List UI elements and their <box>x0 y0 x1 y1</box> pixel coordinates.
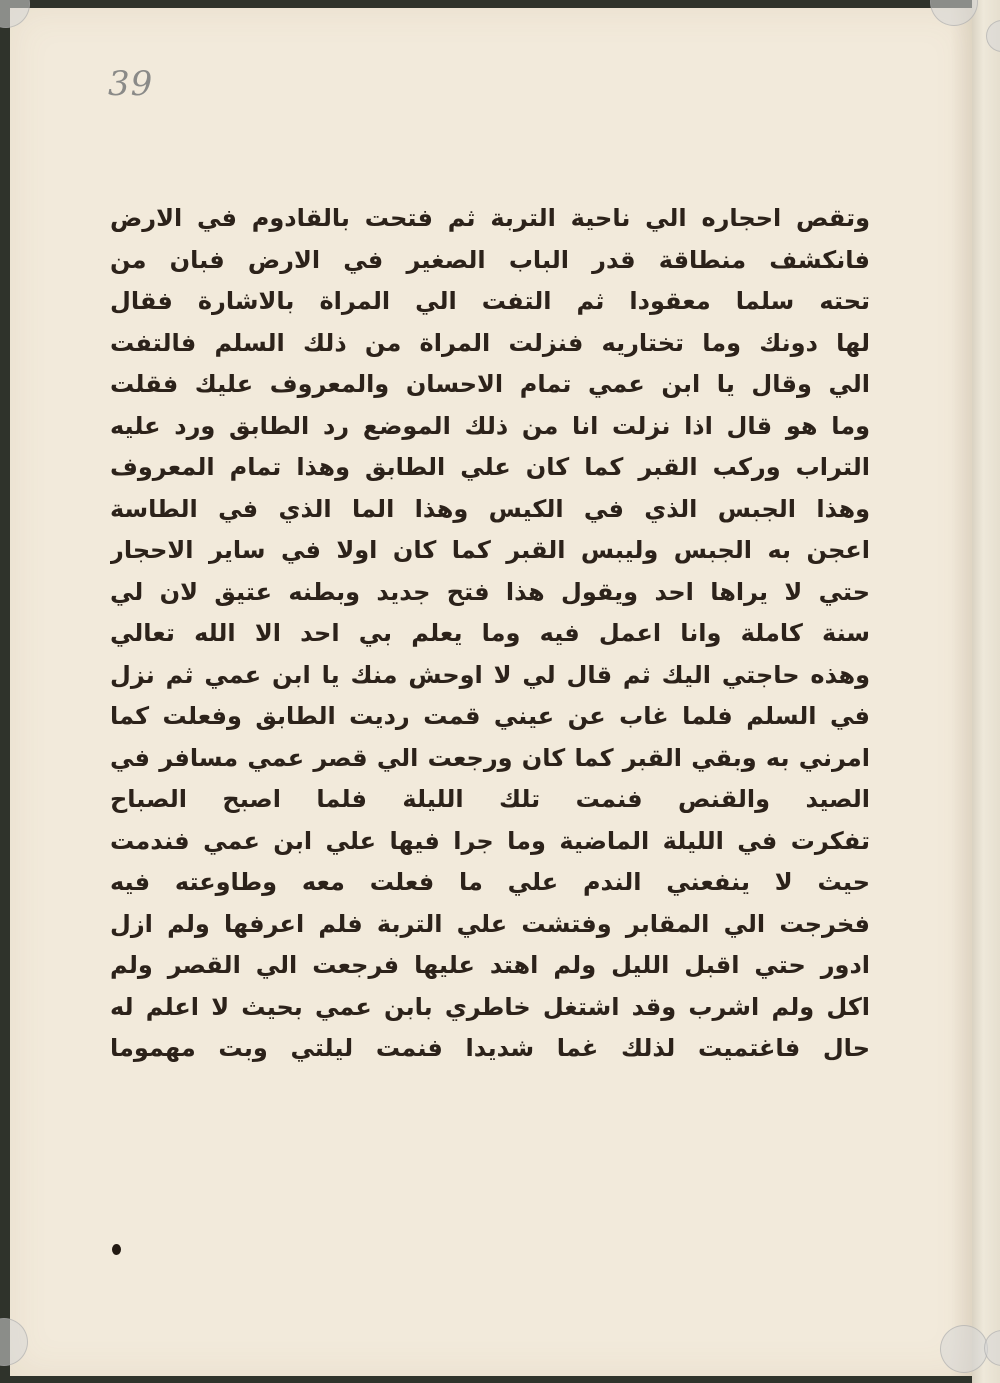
text-line-6: وما هو قال اذا نزلت انا من ذلك الموضع رد الطابق ورد عليه <box>110 411 870 440</box>
text-line-4: لها دونك وما تختاريه فنزلت المراة من ذلك السلم فالتفت <box>110 328 870 357</box>
text-line-16: تفكرت في الليلة الماضية وما جرا فيها علي ابن عمي فندمت <box>110 826 870 855</box>
text-line-18: فخرجت الي المقابر وفتشت علي التربة فلم اعرفها ولم ازل <box>110 909 870 938</box>
text-line-14: امرني به وبقي القبر كما كان ورجعت الي قصر عمي مسافر في <box>110 743 870 772</box>
folio-number: 39 <box>108 64 154 104</box>
text-line-17: حيث لا ينفعني الندم علي ما فعلت معه وطاوعته فيه <box>110 868 870 896</box>
text-line-1: وتقص احجاره الي ناحية التربة ثم فتحت بالقادوم في الارض <box>110 204 870 232</box>
text-line-11: سنة كاملة وانا اعمل فيه وما يعلم بي احد الا الله تعالي <box>110 619 870 647</box>
text-line-20: اكل ولم اشرب وقد اشتغل خاطري بابن عمي بحيث لا اعلم له <box>110 992 870 1021</box>
text-line-3: تحته سلما معقودا ثم التفت الي المراة بالاشارة فقال <box>110 287 870 315</box>
text-line-12: وهذه حاجتي اليك ثم قال لي لا اوحش منك يا ابن عمي ثم نزل <box>110 660 870 689</box>
manuscript-text-block <box>110 198 870 1208</box>
text-line-15: الصيد والقنص فنمت تلك الليلة فلما اصبح الصباح <box>110 785 870 813</box>
text-line-8: وهذا الجبس الذي في الكيس وهذا الما الذي في الطاسة <box>110 494 870 523</box>
corner-clip-bottom-right <box>940 1325 988 1373</box>
text-line-5: الي وقال يا ابن عمي تمام الاحسان والمعروف عليك فقلت <box>110 370 870 398</box>
text-line-13: في السلم فلما غاب عن عيني قمت رديت الطابق وفعلت كما <box>110 702 870 730</box>
manuscript-page <box>10 8 972 1376</box>
text-line-9: اعجن به الجبس وليبس القبر كما كان اولا في ساير الاحجار <box>110 536 870 564</box>
adjacent-page-edge <box>972 0 1000 1383</box>
text-line-7: التراب وركب القبر كما كان علي الطابق وهذا تمام المعروف <box>110 453 870 481</box>
text-line-21: حال فاغتميت لذلك غما شديدا فنمت ليلتي وبت مهموما <box>110 1034 870 1062</box>
text-line-19: ادور حتي اقبل الليل ولم اهتد عليها فرجعت الي القصر ولم <box>110 951 870 979</box>
text-line-10: حتي لا يراها احد ويقول هذا فتح جديد وبطنه عتيق لان لي <box>110 577 870 606</box>
text-line-2: فانكشف منطاقة قدر الباب الصغير في الارض فبان من <box>110 245 870 274</box>
ink-dot-mark <box>112 1244 121 1255</box>
